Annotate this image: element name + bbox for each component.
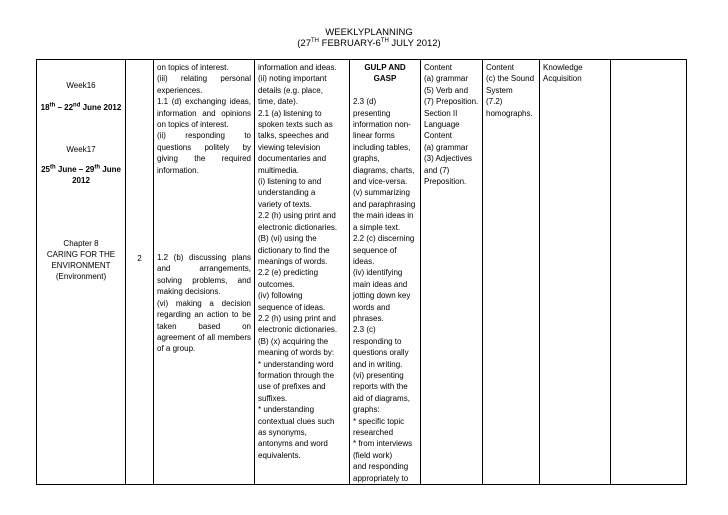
text-line: Section II: [424, 108, 458, 118]
content-cell: [421, 60, 483, 485]
text-line: as synonyms,: [258, 428, 307, 437]
objective-line: (vi) making a decision regarding an action to be taken based on agreement of all members of a group.: [157, 298, 251, 354]
text-line: Acquisition: [543, 74, 582, 84]
page-subtitle: [5, 38, 728, 49]
text-line: (B) (vi) using the: [258, 234, 317, 244]
date-part: – 22: [55, 103, 74, 112]
chapter-title-1: CARING FOR THE: [46, 250, 116, 259]
text-line: Content: [486, 63, 515, 72]
subtitle-sup: TH: [380, 37, 389, 44]
text-line: electronic dictionaries.: [258, 325, 338, 335]
text-line: (a) grammar: [424, 74, 469, 84]
text-line: presenting: [353, 108, 391, 118]
text-line: electronic dictionaries.: [258, 222, 338, 232]
text-line: talks, speeches and: [258, 131, 329, 141]
objective-line: on topics of interest.: [157, 63, 229, 72]
content-cell-2: [483, 60, 540, 485]
text-line: Knowledge: [543, 63, 583, 72]
text-line: the main ideas in: [353, 211, 414, 221]
chapter-theme: (Environment): [55, 272, 107, 281]
text-line: diagrams, charts,: [353, 165, 415, 175]
text-line: [353, 85, 417, 96]
text-line: 2.2 (c) discerning: [353, 234, 415, 244]
date-part: June: [100, 165, 121, 174]
date-year: 2012: [72, 176, 90, 185]
text-line: meanings of words.: [258, 256, 328, 266]
week16-dates: [37, 102, 125, 113]
text-line: Content: [424, 131, 453, 141]
text-line: outcomes.: [258, 279, 295, 289]
objective-line: 1.1 (d) exchanging ideas, information and opinions on topics of interest.: [157, 97, 251, 130]
text-line: (a) grammar: [424, 142, 469, 152]
text-line: information non-: [353, 120, 411, 130]
text-line: graphs:: [353, 405, 380, 415]
text-line: aid of diagrams,: [353, 393, 410, 403]
text-line: variety of texts.: [258, 199, 312, 209]
text-line: (i) listening to and: [258, 177, 322, 187]
text-line: formation through the: [258, 370, 335, 380]
lesson-number-cell: [126, 60, 154, 485]
weekly-plan-table: [36, 59, 687, 485]
text-line: (3) Adjectives: [424, 154, 473, 164]
text-line: and (7): [424, 165, 450, 175]
text-line: a simple text.: [353, 222, 401, 232]
text-line: (v) summarizing: [353, 188, 410, 198]
text-line: (iv) identifying: [353, 268, 403, 278]
text-line: information and ideas.: [258, 63, 337, 72]
knowledge-cell: [540, 60, 611, 485]
text-line: words and: [353, 302, 390, 312]
date-sup: th: [49, 164, 56, 171]
text-line: meaning of words by:: [258, 348, 335, 358]
empty-cell: [611, 60, 687, 485]
text-line: responding to: [353, 336, 402, 346]
text-line: sequence of: [353, 245, 397, 255]
text-line: * specific topic: [353, 416, 405, 426]
date-part: June 2012: [80, 103, 122, 112]
text-line: jotting down key: [353, 291, 411, 301]
text-line: sequence of ideas.: [258, 302, 326, 312]
text-line: and paraphrasing: [353, 199, 416, 209]
chapter-title-2: ENVIRONMENT: [51, 261, 111, 270]
text-line: 2.3 (c): [353, 325, 376, 335]
week17-year: [37, 175, 125, 186]
text-line: Language: [424, 120, 460, 130]
objectives-cell: [154, 60, 255, 485]
text-line: System: [486, 85, 513, 95]
text-line: spoken texts such as: [258, 120, 333, 130]
chapter-label: Chapter 8: [63, 239, 99, 248]
text-line: contextual clues such: [258, 416, 335, 426]
text-line: viewing television: [258, 142, 321, 152]
objective-line: 1.2 (b) discussing plans and arrangements, solving problems, and making decisions.: [157, 253, 251, 297]
text-line: including tables,: [353, 142, 411, 152]
gulp-and-gasp-heading: GULP AND GASP: [364, 63, 406, 84]
text-line: (7.2): [486, 97, 503, 107]
date-sup: th: [94, 164, 101, 171]
text-line: (7) Preposition.: [424, 97, 479, 107]
text-line: Preposition.: [424, 177, 467, 187]
text-line: and in writing.: [353, 359, 403, 369]
text-line: (iv) following: [258, 291, 303, 301]
text-line: time, date).: [258, 97, 299, 107]
text-line: (field work): [353, 450, 393, 460]
text-line: phrases.: [353, 313, 384, 323]
week17-label: Week17: [66, 145, 96, 154]
week16-label: Week16: [66, 81, 96, 90]
week17-dates: [37, 164, 125, 175]
text-line: Content: [424, 63, 453, 72]
text-line: graphs,: [353, 154, 380, 164]
text-line: understanding a: [258, 188, 316, 198]
text-line: questions orally: [353, 348, 409, 358]
text-line: 2.2 (e) predicting: [258, 268, 319, 278]
text-line: reports with the: [353, 382, 408, 392]
page-title: [5, 27, 728, 38]
text-line: (vi) presenting: [353, 370, 404, 380]
objective-line: (ii) responding to questions politely by giving the required information.: [157, 131, 251, 175]
text-line: equivalents.: [258, 450, 301, 460]
lesson-number: 2: [137, 254, 142, 263]
text-line: multimedia.: [258, 165, 299, 175]
date-sup: nd: [73, 102, 81, 109]
date-sup: th: [49, 102, 56, 109]
text-line: suffixes.: [258, 393, 288, 403]
title-line-1: WEEKLYPLANNING: [325, 27, 413, 38]
text-line: * from interviews: [353, 439, 413, 449]
text-line: researched: [353, 428, 394, 437]
text-line: antonyms and word: [258, 439, 328, 449]
date-part: 25: [41, 165, 50, 174]
text-line: 2.2 (h) using print and: [258, 211, 336, 221]
skills-cell: [255, 60, 350, 485]
subtitle-part: (27: [297, 38, 311, 49]
text-line: (B) (x) acquiring the: [258, 336, 329, 346]
text-line: (ii) noting important: [258, 74, 327, 84]
date-part: June – 29: [55, 165, 95, 174]
text-line: * understanding: [258, 405, 315, 415]
text-line: linear forms: [353, 131, 395, 141]
text-line: documentaries and: [258, 154, 327, 164]
text-line: 2.2 (h) using print and: [258, 313, 336, 323]
subtitle-part: FEBRUARY-6: [319, 38, 381, 49]
text-line: appropriately to: [353, 473, 409, 483]
text-line: * understanding word: [258, 359, 334, 369]
text-line: 2.1 (a) listening to: [258, 108, 322, 118]
text-line: ideas.: [353, 256, 375, 266]
text-line: 2.3 (d): [353, 97, 377, 107]
text-line: details (e.g. place,: [258, 85, 323, 95]
text-line: and responding: [353, 462, 409, 472]
text-line: and vice-versa.: [353, 177, 408, 187]
text-line: homographs.: [486, 108, 533, 118]
date-part: 18: [40, 103, 50, 112]
skills-cell-2: [350, 60, 421, 485]
subtitle-part: JULY 2012): [388, 38, 441, 49]
text-line: (5) Verb and: [424, 85, 469, 95]
subtitle-sup: TH: [311, 37, 319, 44]
text-line: use of prefixes and: [258, 382, 326, 392]
week-cell: [37, 60, 126, 485]
text-line: (c) the Sound: [486, 74, 535, 84]
objective-line: (iii) relating personal experiences.: [157, 74, 251, 95]
text-line: main ideas and: [353, 279, 408, 289]
text-line: dictionary to find the: [258, 245, 330, 255]
